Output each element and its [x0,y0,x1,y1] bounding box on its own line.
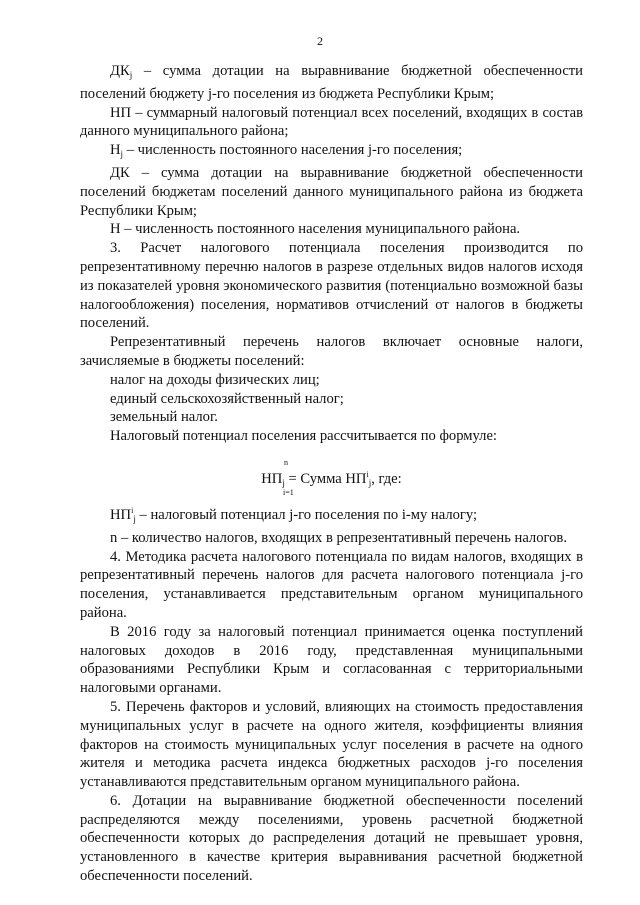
tax-item-pit: налог на доходы физических лиц; [110,371,320,388]
tax-item-agri: единый сельскохозяйственный налог; [110,390,344,407]
page-number: 2 [317,34,323,48]
paragraph-6: 6. Дотации на выравнивание бюджетной обеспеченности поселений распределяются между поселениями, уровень расчетной бюджетной обеспеченности которых до распределения дотаций не превышает уровня, установленного в качестве критерия выравнивания расчетной бюджетной обеспеченности поселений. [80,792,583,885]
n-definition: n – количество налогов, входящих в репрезентативный перечень налогов. [110,529,567,546]
tax-item-land: земельный налог. [110,409,218,426]
paragraph-5: 5. Перечень факторов и условий, влияющих на стоимость предоставления муниципальных услуг в расчете на одного жителя, коэффициенты влияния факторов на стоимость муниципальных услуг поселения в расчете на одного жителя и методика расчета индекса бюджетных расходов j-го поселения устанавливаются представительным органом муниципального района. [80,698,583,791]
formula-expression: $НП_j$ = Сумма $НП^i_j$, где: [261,469,402,488]
np-definition: НП – суммарный налоговый потенциал всех поселений, входящих в состав данного муниципального района; [80,104,583,140]
tax-potential-formula [80,452,583,498]
formula-upper-limit: n [284,457,288,467]
document-body [80,62,583,886]
h-definition: Н – численность постоянного населения муниципального района. [110,221,521,238]
representative-list-intro: Репрезентативный перечень налогов включает основные налоги, зачисляемые в бюджеты поселений: [80,334,583,369]
paragraph-3: 3. Расчет налогового потенциала поселения производится по репрезентативному перечню налогов в разрезе отдельных видов налогов исходя из показателей уровня экономического развития (потенциально возможной базы налогообложения) поселения, нормативов отчислений от налогов в бюджеты поселений. [80,240,583,332]
paragraph-2016: В 2016 году за налоговый потенциал принимается оценка поступлений налоговых доходов в 2016 году, представленная муниципальными образованиями Республики Крым и согласованная с территориальными налоговыми органами. [80,623,583,697]
dk-definition: $ДК_j$ – сумма дотации на выравнивание бюджетной обеспеченности поселений бюджету j-го поселения из бюджета Республики Крым; [80,63,583,102]
npij-definition: $НП^i_j$ – налоговый потенциал j-го поселения по i-му налогу; [110,505,478,524]
formula-lower-limit: i=1 [283,487,294,497]
formula-intro: Налоговый потенциал поселения рассчитывается по формуле: [110,428,497,445]
dk-total-definition: ДК – сумма дотации на выравнивание бюджетной обеспеченности поселений бюджетам поселений данного муниципального района из бюджета Республики Крым; [80,164,583,219]
hj-definition: $Н_j$ – численность постоянного населения j-го поселения; [110,142,463,160]
paragraph-4: 4. Методика расчета налогового потенциала по видам налогов, входящих в репрезентативный перечень налогов для расчета налогового потенциала j-го поселения, устанавливается представительным органом муниципального района. [80,548,583,621]
